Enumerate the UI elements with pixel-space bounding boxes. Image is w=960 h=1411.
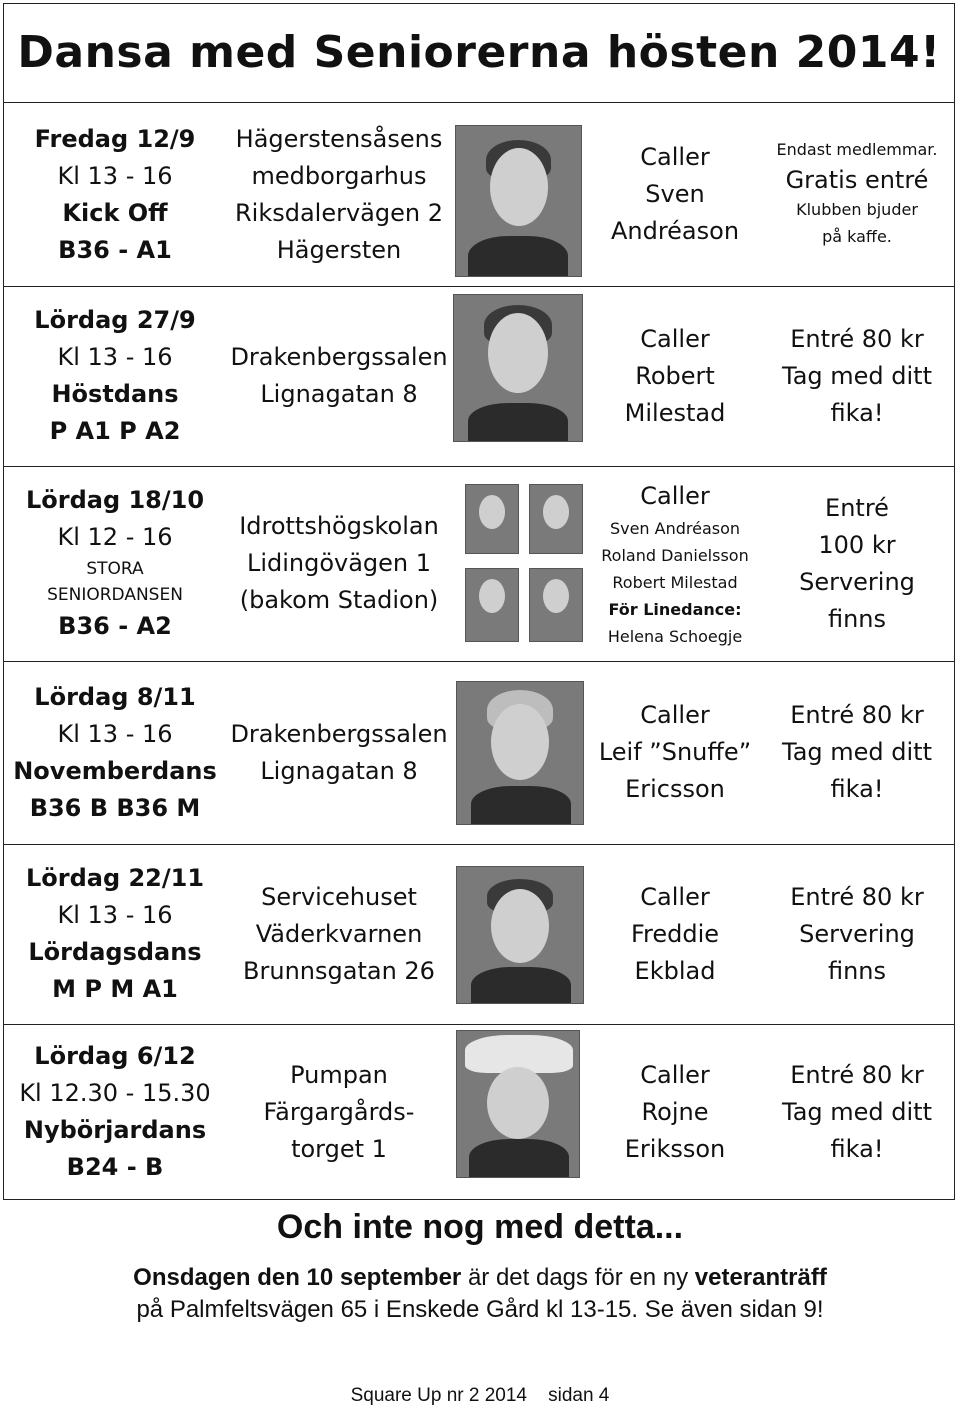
caller-photo [465,568,519,642]
note-line: Entré 80 kr [790,701,924,729]
note-cell [759,286,955,466]
caller-cell [591,103,759,286]
page-title: Dansa med Seniorerna hösten 2014! [17,27,941,78]
venue-line: Pumpan [290,1060,388,1089]
event-name: Kick Off [62,198,168,227]
caller-name: Sven Andréason [609,518,741,538]
announcement-line [0,1264,960,1292]
venue-cell [227,1024,451,1200]
caller-label: Caller [640,882,710,911]
note-line: Entré [825,493,889,522]
venue-line: torget 1 [291,1134,387,1163]
venue-line: Hägerstensåsens [235,124,443,153]
venue-line: Färgargårds- [263,1097,415,1126]
note-line: Klubben bjuder [796,199,918,219]
note-line: Tag med ditt [782,1097,932,1126]
note-line: Tag med ditt [782,738,932,766]
event-level: M P M A1 [52,975,178,1003]
note-line: Servering [799,567,915,596]
event-date-cell [3,661,227,844]
row-divider [3,661,955,662]
event-date-cell [3,103,227,286]
caller-name: Sven [645,180,705,208]
caller-name: Ekblad [634,956,716,985]
caller-name: Helena Schoegje [607,626,743,646]
venue-line: Riksdalervägen 2 [234,198,443,227]
venue-line: Servicehuset [261,882,417,911]
event-name: Nybörjardans [23,1116,207,1144]
note-cell [759,466,955,661]
event-date-cell [3,466,227,661]
venue-cell [227,466,451,661]
venue-line: (bakom Stadion) [239,586,439,614]
row-divider [3,844,955,845]
event-row [3,466,955,661]
caller-name: Eriksson [624,1134,726,1163]
caller-photo [456,1030,580,1178]
caller-cell [591,844,759,1024]
caller-label: Caller [640,324,710,353]
event-name: SENIORDANSEN [47,585,183,605]
event-row [3,661,955,844]
event-row [3,103,955,286]
event-time: Kl 13 - 16 [57,161,173,190]
event-date-cell [3,844,227,1024]
caller-photo [456,681,584,825]
event-time: Kl 12.30 - 15.30 [19,1079,211,1107]
caller-label: Caller [640,143,710,171]
note-cell [759,1024,955,1200]
venue-cell [227,844,451,1024]
event-name: Höstdans [51,380,179,408]
event-date-cell [3,1024,227,1200]
event-row [3,844,955,1024]
note-cell [759,103,955,286]
event-name: Novemberdans [13,756,217,785]
caller-label: Caller [640,481,710,510]
venue-line: Drakenbergssalen [230,719,448,748]
venue-line: Idrottshögskolan [239,512,439,540]
note-line: Entré 80 kr [790,1060,924,1089]
row-divider [3,286,955,287]
caller-cell [591,1024,759,1200]
event-time: Kl 13 - 16 [57,343,173,371]
caller-cell [591,466,759,661]
venue-line: Lignagatan 8 [260,380,418,408]
note-cell [759,661,955,844]
venue-line: Drakenbergssalen [230,343,448,371]
note-line: fika! [830,1134,884,1163]
event-time: Kl 12 - 16 [57,523,173,551]
event-time: Kl 13 - 16 [57,901,173,929]
linedance-label: För Linedance: [608,599,742,619]
event-level: B36 B B36 M [29,793,201,822]
caller-name: Ericsson [625,775,725,803]
venue-cell [227,103,451,286]
event-name: Lördagsdans [28,938,202,966]
venue-line: medborgarhus [251,161,427,190]
event-name: STORA [86,559,144,579]
caller-label: Caller [640,701,710,729]
event-level: B36 - A2 [58,612,172,640]
announcement-date: Onsdagen den 10 september [133,1264,462,1291]
event-row [3,286,955,466]
caller-photo [529,568,583,642]
venue-cell [227,661,451,844]
caller-name: Freddie [630,919,720,948]
page-footer: Square Up nr 2 2014 sidan 4 [350,1385,610,1406]
event-date: Lördag 22/11 [25,864,205,892]
event-date: Lördag 6/12 [34,1042,196,1070]
caller-cell [591,661,759,844]
announcement-heading: Och inte nog med detta... [276,1208,684,1246]
row-divider [3,466,955,467]
row-divider [3,1024,955,1025]
venue-line: Väderkvarnen [255,919,423,948]
event-date: Lördag 8/11 [34,682,196,711]
caller-cell [591,286,759,466]
caller-name: Rojne [641,1097,709,1126]
note-line: Gratis entré [785,165,929,194]
event-level: P A1 P A2 [49,417,181,445]
note-line: Tag med ditt [782,361,932,390]
note-line: 100 kr [818,530,896,559]
event-date: Fredag 12/9 [34,124,196,153]
caller-name: Robert [635,361,715,390]
event-level: B24 - B [66,1153,164,1181]
note-line: finns [827,604,887,633]
caller-photo [456,866,584,1004]
venue-line: Lidingövägen 1 [246,549,432,577]
event-date: Lördag 27/9 [34,306,196,334]
note-line: finns [827,956,887,985]
venue-line: Lignagatan 8 [260,756,418,785]
venue-line: Hägersten [276,235,402,264]
announcement-line: på Palmfeltsvägen 65 i Enskede Gård kl 13-15. Se även sidan 9! [136,1296,824,1323]
note-line: fika! [830,398,884,427]
event-date-cell [3,286,227,466]
event-level: B36 - A1 [58,235,172,264]
announcement-text: är det dags för en ny [461,1264,695,1291]
title-box [3,3,955,103]
note-cell [759,844,955,1024]
caller-label: Caller [640,1060,710,1089]
announcement-event: veteranträff [694,1264,827,1291]
caller-photo [453,294,583,442]
caller-name: Andréason [610,217,740,245]
caller-name: Milestad [624,398,726,427]
note-line: Servering [799,919,915,948]
caller-name: Robert Milestad [612,572,738,592]
event-row [3,1024,955,1200]
caller-name: Roland Danielsson [601,545,749,565]
event-date: Lördag 18/10 [25,486,205,514]
venue-line: Brunnsgatan 26 [243,956,435,985]
venue-cell [227,286,451,466]
note-line: Entré 80 kr [790,882,924,911]
note-line: Entré 80 kr [790,324,924,353]
event-time: Kl 13 - 16 [57,719,173,748]
caller-photo [465,484,519,554]
caller-photo [455,125,582,277]
caller-name: Leif ”Snuffe” [598,738,752,766]
note-line: Endast medlemmar. [776,139,938,159]
caller-photo [529,484,583,554]
note-line: fika! [830,775,884,803]
note-line: på kaffe. [822,226,892,246]
